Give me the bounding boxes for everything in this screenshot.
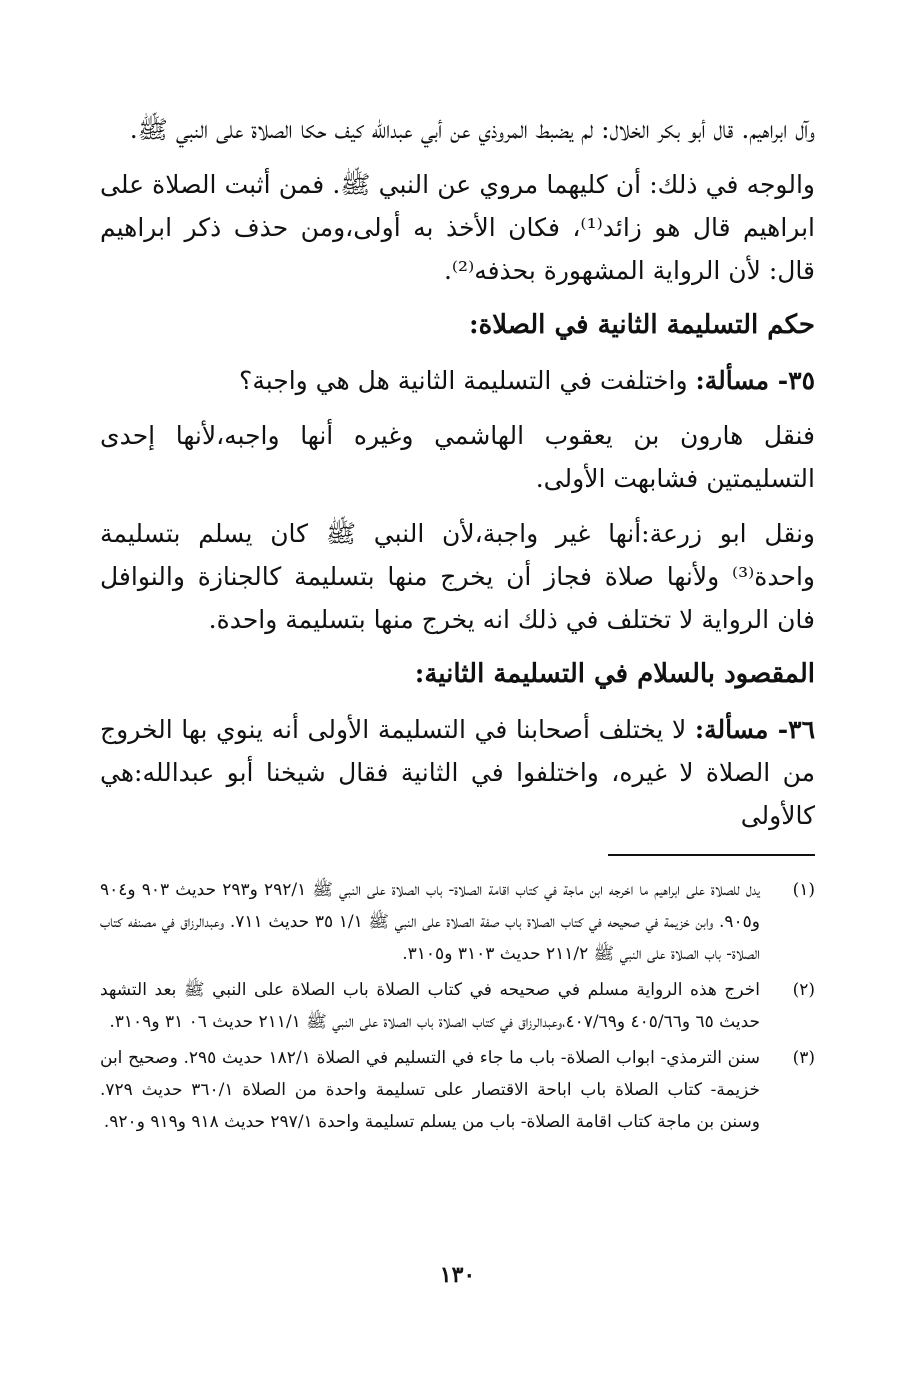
footnote-2 [100,974,815,1038]
paragraph-2: والوجه في ذلك: أن كليهما مروي عن النبي ﷺ. فمن أثبت الصلاة على ابراهيم قال هو زائد⁽¹⁾، فكان الأخذ به أولى،ومن حذف ذكر ابراهيم قال: لأن الرواية المشهورة بحذفه⁽²⁾. [100,170,816,285]
footnote-number: (١) [792,880,815,900]
masala-35-number: ٣٥- مسألة: [695,366,815,395]
footnote-text: سنن الترمذي- ابواب الصلاة- باب ما جاء في التسليم في الصلاة ١٨٢/١ حديث ٢٩٥. وصحيح ابن خزيمة- كتاب الصلاة باب اباحة الاقتصار على تسليمة واحدة من الصلاة ٣٦٠/١ حديث ٧٢٩. وسنن بن ماجة كتاب اقامة الصلاة- باب من يسلم تسليمة واحدة ٢٩٧/١ حديث ٩١٨ و٩١٩ و٩٢٠. [100,1048,760,1132]
footnote-text: اخرج هذه الرواية مسلم في صحيحه في كتاب الصلاة باب الصلاة على النبي ﷺ بعد التشهد حديث ٦٥ و٤٠٥/٦٦ و٤٠٧/٦٩،وعبدالرزاق في كتاب الصلاة باب الصلاة على النبي ﷺ ٢١١/١ حديث ٠٦ ٣١ و٣١٠٩. [100,980,760,1032]
masala-36-text: لا يختلف أصحابنا في التسليمة الأولى أنه ينوي بها الخروج من الصلاة لا غيره، واختلفوا في الثانية فقال شيخنا أبو عبدالله:هي كالأولى [100,715,815,830]
paragraph-4: ونقل ابو زرعة:أنها غير واجبة،لأن النبي ﷺ كان يسلم بتسليمة واحدة⁽³⁾ ولأنها صلاة فجاز أن يخرج منها بتسليمة كالجنازة والنوافل فان الرواية لا تختلف في ذلك انه يخرج منها بتسليمة واحدة. [100,519,815,634]
footnote-number: (٢) [792,980,815,1000]
footnote-number: (٣) [792,1048,815,1068]
page-number: ١٣٠ [439,1262,476,1288]
footnote-divider [608,854,815,856]
masala-35 [100,359,815,402]
main-text [100,108,815,849]
section-heading-intent-of-salam: المقصود بالسلام في التسليمة الثانية: [414,659,815,689]
footnote-3 [100,1042,815,1138]
paragraph-1: وآل ابراهيم. قال أبو بكر الخلال: لم يضبط المروذي عن أبي عبدالله كيف حكا الصلاة على النبي ﷺ. [129,115,815,144]
masala-36 [100,708,815,837]
paragraph-3: فنقل هارون بن يعقوب الهاشمي وغيره أنها واجبه،لأنها إحدى التسليمتين فشابهت الأولى. [100,421,815,493]
footnote-1 [100,874,815,970]
section-heading-second-salutation: حكم التسليمة الثانية في الصلاة: [468,310,815,340]
footnote-text: يدل للصلاة على ابراهيم ما اخرجه ابن ماجة في كتاب اقامة الصلاة- باب الصلاة على النبي ﷺ ٢٩٢/١ و٢٩٣ حديث ٩٠٣ و٩٠٤ و٩٠٥. وابن خزيمة في صحيحه في كتاب الصلاة باب صفة الصلاة على النبي ﷺ ١/١ ٣٥ حديث ٧١١. وعبدالرزاق في مصنفه كتاب الصلاة- باب الصلاة على النبي ﷺ ٢١١/٢ حديث ٣١٠٣ و٣١٠٥. [100,880,761,964]
masala-36-number: ٣٦- مسألة: [694,715,815,744]
masala-35-text: واختلفت في التسليمة الثانية هل هي واجبة؟ [239,366,696,395]
footnotes [100,874,815,1142]
